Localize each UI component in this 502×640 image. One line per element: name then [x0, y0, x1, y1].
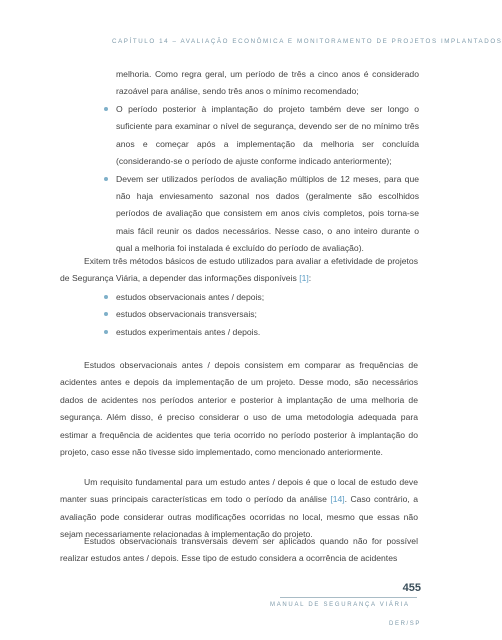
bullet-icon	[104, 107, 108, 111]
list-item	[103, 289, 419, 306]
methods-paragraph	[60, 253, 418, 288]
list-item	[103, 324, 419, 341]
intro-continuation: melhoria. Como regra geral, um período de três a cinco anos é considerado razoável para análise, sendo três anos o mínimo recomendado;	[116, 69, 419, 97]
paragraph-before-after: Estudos observacionais antes / depois consistem em comparar as frequências de acidentes antes e depois da implementação de um projeto. Desse modo, são necessários dados de acidentes nos períodos anterior e posterior à implantação de uma melhoria de segurança. Além disso, é preciso considerar o uso de uma metodologia adequada para estimar a frequência de acidentes que teria ocorrido no período posterior à implantação do projeto, caso esse não tivesse sido implementado, como mencionado anteriormente.	[60, 360, 418, 458]
requirement-end: . Caso contrário, a avaliação pode considerar outras modificações ocorridas no local, mesmo que essas não sejam necessariamente relacionadas à implementação do projeto.	[60, 494, 419, 540]
reference-link[interactable]: [1]	[299, 273, 309, 284]
list-item-text: O período posterior à implantação do projeto também deve ser longo o suficiente para examinar o nível de segurança, devendo ser de no mínimo três anos e começar após a implementação da melhoria ser concluída (considerando-se o período de ajuste conforme indicado anteriormente);	[116, 104, 419, 167]
list-item-text: Devem ser utilizados períodos de avaliação múltiplos de 12 meses, para que não haja enviesamento sazonal nos dados (geralmente são escolhidos períodos de avaliação que consistem em anos civis completos, pois torna-se mais fácil reunir os dados necessários. Nesse caso, o ano inteiro durante o qual a melhoria foi instalada é excluído do período de avaliação).	[116, 173, 419, 254]
list-item	[103, 101, 419, 171]
bullet-list-top	[103, 101, 419, 258]
methods-text: Exitem três métodos básicos de estudo utilizados para avaliar a efetividade de projetos de Segurança Viária, a depender das informações disponíveis	[60, 256, 418, 284]
list-item-text: estudos observacionais antes / depois;	[116, 292, 265, 302]
chapter-header: CAPÍTULO 14 – AVALIAÇÃO ECONÔMICA E MONITORAMENTO DE PROJETOS IMPLANTADOS	[112, 38, 502, 45]
bullet-icon	[104, 177, 108, 181]
footer-divider	[280, 597, 417, 598]
page-number: 455	[402, 582, 421, 594]
bullet-icon	[104, 330, 108, 334]
bullet-icon	[104, 312, 108, 316]
list-item-text: estudos experimentais antes / depois.	[116, 326, 261, 337]
paragraph-transversal: Estudos observacionais transversais devem ser aplicados quando não for possível realizar estudos antes / depois. Esse tipo de estudo considera a ocorrência de acidentes	[60, 536, 418, 564]
list-item	[103, 171, 419, 258]
list-item-text: estudos observacionais transversais;	[116, 309, 257, 320]
methods-end: :	[308, 273, 312, 284]
footer-org: DER/SP	[389, 621, 421, 627]
methods-list	[103, 289, 419, 341]
footer-title: MANUAL DE SEGURANÇA VIÁRIA	[270, 602, 410, 608]
reference-link[interactable]: [14]	[330, 494, 345, 505]
list-item	[103, 306, 419, 323]
bullet-icon	[104, 295, 108, 299]
requirement-text: Um requisito fundamental para um estudo antes / depois é que o local de estudo deve manter suas principais características em todo o período da análise	[60, 477, 418, 505]
